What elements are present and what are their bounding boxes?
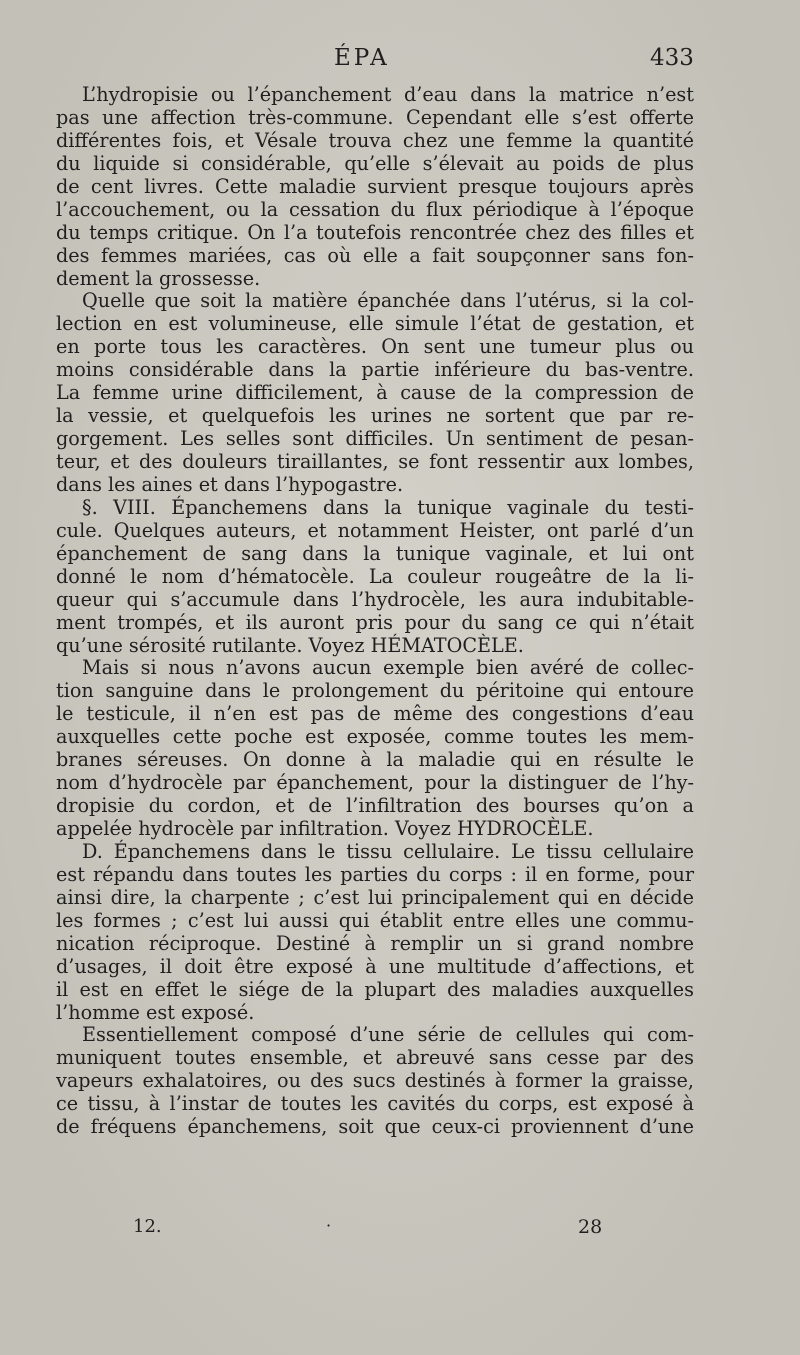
text-line: ainsi dire, la charpente ; c’est lui principalement qui en décide xyxy=(56,885,694,909)
text-line: différentes fois, et Vésale trouva chez une femme la quantité xyxy=(56,128,694,152)
text-line: lection en est volumineuse, elle simule l’état de gestation, et xyxy=(56,312,694,336)
running-head: ÉPA xyxy=(334,45,390,71)
text-line: la vessie, et quelquefois les urines ne sortent que par re- xyxy=(56,404,694,428)
text-line: de fréquens épanchemens, soit que ceux-ci proviennent d’une xyxy=(56,1115,694,1139)
text-line: branes séreuses. On donne à la maladie qui en résulte le xyxy=(56,748,694,772)
text-line: donné le nom d’hématocèle. La couleur rougeâtre de la li- xyxy=(56,564,694,588)
page-number: 433 xyxy=(650,45,694,71)
text-line: §. VIII. Épanchemens dans la tunique vaginale du testi- xyxy=(82,495,694,519)
text-line: teur, et des douleurs tiraillantes, se font ressentir aux lombes, xyxy=(56,450,694,473)
text-line: du liquide si considérable, qu’elle s’élevait au poids de plus xyxy=(56,151,694,175)
text-line: Mais si nous n’avons aucun exemple bien avéré de collec- xyxy=(82,656,694,680)
text-line: appelée hydrocèle par infiltration. Voyez HYDROCÈLE. xyxy=(56,817,594,840)
page-header xyxy=(0,45,800,79)
text-line: ment trompés, et ils auront pris pour du sang ce qui n’était xyxy=(56,610,694,634)
text-line: vapeurs exhalatoires, ou des sucs destinés à former la graisse, xyxy=(56,1069,694,1093)
text-line: nication réciproque. Destiné à remplir un si grand nombre xyxy=(56,931,694,955)
text-line: dropisie du cordon, et de l’infiltration des bourses qu’on a xyxy=(56,794,694,818)
text-line: tion sanguine dans le prolongement du péritoine qui entoure xyxy=(56,679,694,703)
text-line: l’homme est exposé. xyxy=(56,1000,255,1024)
text-line: D. Épanchemens dans le tissu cellulaire. Le tissu cellulaire xyxy=(82,839,694,863)
text-line: le testicule, il n’en est pas de même des congestions d’eau xyxy=(56,702,694,726)
text-line: de cent livres. Cette maladie survient presque toujours après xyxy=(56,174,694,198)
text-line: La femme urine difficilement, à cause de la compression de xyxy=(56,381,694,405)
sheet-number: 28 xyxy=(578,1216,603,1238)
text-line: qu’une sérosité rutilante. Voyez HÉMATOCÈLE. xyxy=(56,633,524,657)
text-line: il est en effet le siége de la plupart des maladies auxquelles xyxy=(56,977,694,1001)
page-footer xyxy=(0,1216,800,1246)
text-line: épanchement de sang dans la tunique vaginale, et lui ont xyxy=(56,541,694,565)
text-line: Quelle que soit la matière épanchée dans l’utérus, si la col- xyxy=(82,289,694,313)
text-line: en porte tous les caractères. On sent une tumeur plus ou xyxy=(56,335,694,359)
text-line: dans les aines et dans l’hypogastre. xyxy=(56,472,404,496)
text-line: est répandu dans toutes les parties du corps : il en forme, pour xyxy=(56,862,694,886)
text-line: pas une affection très-commune. Cependant elle s’est offerte xyxy=(56,105,694,129)
body-text xyxy=(56,84,694,1139)
text-line: les formes ; c’est lui aussi qui établit entre elles une commu- xyxy=(56,908,694,932)
text-line: du temps critique. On l’a toutefois rencontrée chez des filles et xyxy=(56,220,694,244)
text-line: l’accouchement, ou la cessation du flux périodique à l’époque xyxy=(56,197,694,221)
text-line: auxquelles cette poche est exposée, comme toutes les mem- xyxy=(56,725,694,749)
text-line: d’usages, il doit être exposé à une multitude d’affections, et xyxy=(56,954,694,978)
text-line: muniquent toutes ensemble, et abreuvé sans cesse par des xyxy=(56,1046,694,1070)
signature-mark: 12. xyxy=(133,1216,162,1237)
text-line: ce tissu, à l’instar de toutes les cavités du corps, est exposé à xyxy=(56,1092,694,1116)
text-line: dement la grossesse. xyxy=(56,266,261,290)
text-line: L’hydropisie ou l’épanchement d’eau dans la matrice n’est xyxy=(82,83,694,106)
text-line: cule. Quelques auteurs, et notamment Heister, ont parlé d’un xyxy=(56,518,694,542)
text-line: des femmes mariées, cas où elle a fait soupçonner sans fon- xyxy=(56,243,694,267)
text-line: queur qui s’accumule dans l’hydrocèle, les aura indubitable- xyxy=(56,587,694,611)
text-line: moins considérable dans la partie inférieure du bas-ventre. xyxy=(56,358,694,382)
small-mark: · xyxy=(326,1216,332,1235)
text-line: Essentiellement composé d’une série de cellules qui com- xyxy=(82,1023,694,1047)
text-line: gorgement. Les selles sont difficiles. Un sentiment de pesan- xyxy=(56,427,694,451)
text-line: nom d’hydrocèle par épanchement, pour la distinguer de l’hy- xyxy=(56,771,694,795)
